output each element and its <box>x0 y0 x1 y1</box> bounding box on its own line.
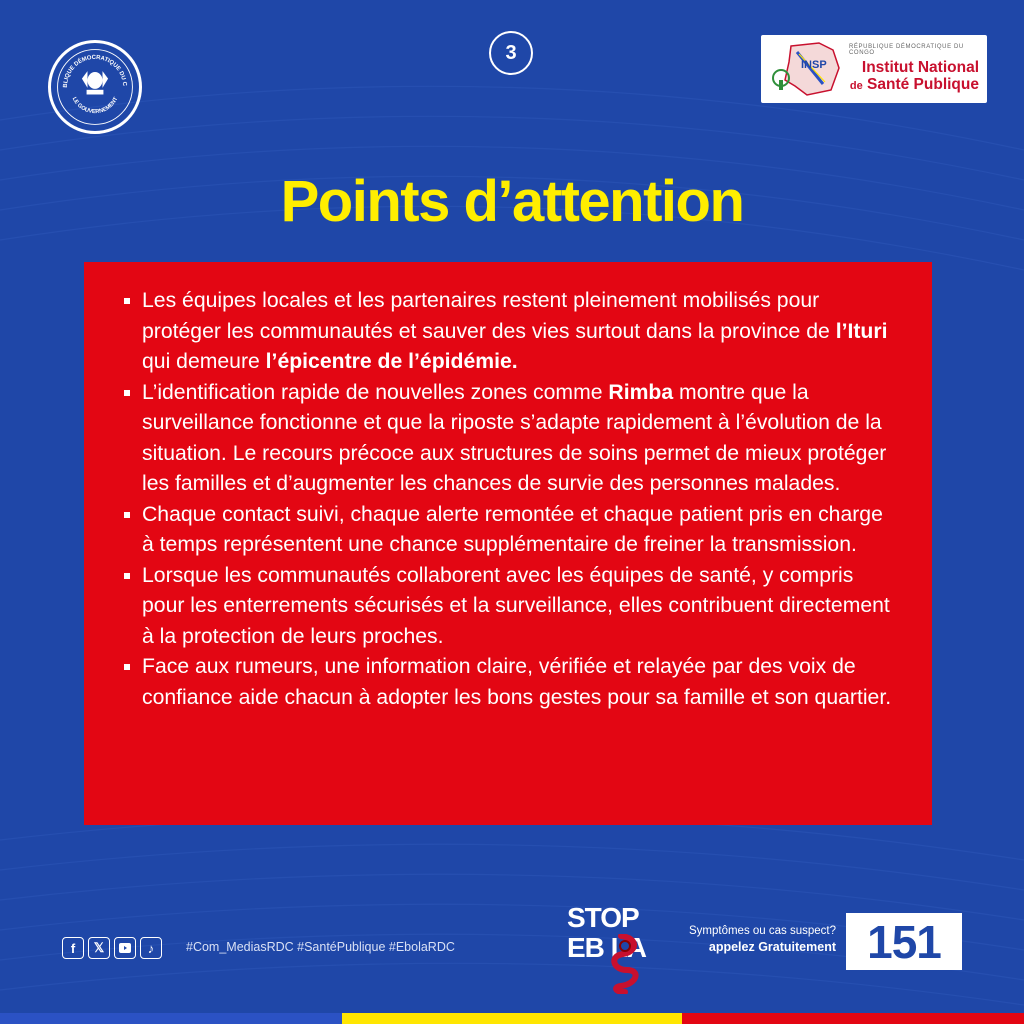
government-seal <box>48 40 142 134</box>
facebook-icon[interactable]: f <box>62 937 84 959</box>
seal-text-bottom: LE GOUVERNEMENT <box>70 96 120 116</box>
hashtags: #Com_MediasRDC #SantéPublique #EbolaRDC <box>186 940 455 954</box>
bullet-text: montre que la surveillance fonctionne et que la riposte s’adapte rapidement à l’évolution de la situation. Le recours précoce aux structures de soins permet de mieux protéger les familles et d’augmenter les chances de survie des personnes malades. <box>142 380 887 495</box>
bullet-item <box>124 378 896 500</box>
tiktok-icon[interactable]: ♪ <box>140 937 162 959</box>
stop-ebola-logo <box>567 904 663 1004</box>
insp-name-line2 <box>850 76 979 95</box>
insp-country-text: RÉPUBLIQUE DÉMOCRATIQUE DU CONGO <box>849 43 964 56</box>
insp-acronym: INSP <box>801 59 827 71</box>
bullet-text: Chaque contact suivi, chaque alerte remontée et chaque patient pris en charge à temps représentent une chance supplémentaire de freiner la transmission. <box>142 502 883 556</box>
stripe-blue <box>0 1013 342 1024</box>
bullet-text: L’identification rapide de nouvelles zones comme <box>142 380 609 404</box>
svg-text:LE GOUVERNEMENT <box>71 96 120 115</box>
ebola-word: EB LA <box>567 932 646 963</box>
bullet-item <box>124 561 896 653</box>
insp-name-main: Santé Publique <box>867 75 979 93</box>
stop-word: STOP <box>567 902 639 933</box>
hotline-caption <box>688 924 836 955</box>
page-number: 3 <box>489 31 533 75</box>
page-title: Points d’attention <box>280 169 744 234</box>
bullet-item <box>124 652 896 713</box>
coat-of-arms-icon <box>82 71 108 94</box>
attention-points-panel <box>84 262 932 825</box>
hotline-number[interactable]: 151 <box>846 913 962 970</box>
bullet-text: Face aux rumeurs, une information claire, vérifiée et relayée par des voix de confiance aide chacun à adopter les bons gestes pour sa famille et son quartier. <box>142 655 892 709</box>
virus-strand-icon <box>611 934 643 994</box>
bullet-text: Lorsque les communautés collaborent avec les équipes de santé, y compris pour les enterrements sécurisés et la surveillance, elles contribuent directement à la protection de leurs proches. <box>142 563 890 648</box>
stripe-red <box>682 1013 1024 1024</box>
bullet-bold-text: l’Ituri <box>835 319 888 343</box>
seal-text-top: BLIQUE DÉMOCRATIQUE DU C <box>62 54 128 88</box>
insp-map-icon <box>767 40 849 98</box>
insp-name-prefix: de <box>849 79 863 92</box>
social-links <box>62 937 162 959</box>
x-icon[interactable]: 𝕏 <box>88 937 110 959</box>
bullet-bold-text: Rimba <box>608 380 674 404</box>
bullet-bold-text: l’épicentre de l’épidémie. <box>265 350 518 373</box>
insp-name-line1: Institut National <box>861 58 979 76</box>
flag-stripes <box>0 1013 1024 1024</box>
bullet-item <box>124 286 896 378</box>
stripe-yellow <box>342 1013 682 1024</box>
bullet-text: Les équipes locales et les partenaires restent pleinement mobilisés pour protéger les communautés et sauver des vies surtout dans la province de <box>142 289 836 343</box>
youtube-icon[interactable] <box>114 937 136 959</box>
bullet-item <box>124 500 896 561</box>
symptoms-question: Symptômes ou cas suspect? <box>688 925 836 937</box>
call-free-text: appelez Gratuitement <box>708 940 836 954</box>
insp-logo <box>761 35 987 103</box>
bullet-text: qui demeure <box>142 350 266 373</box>
